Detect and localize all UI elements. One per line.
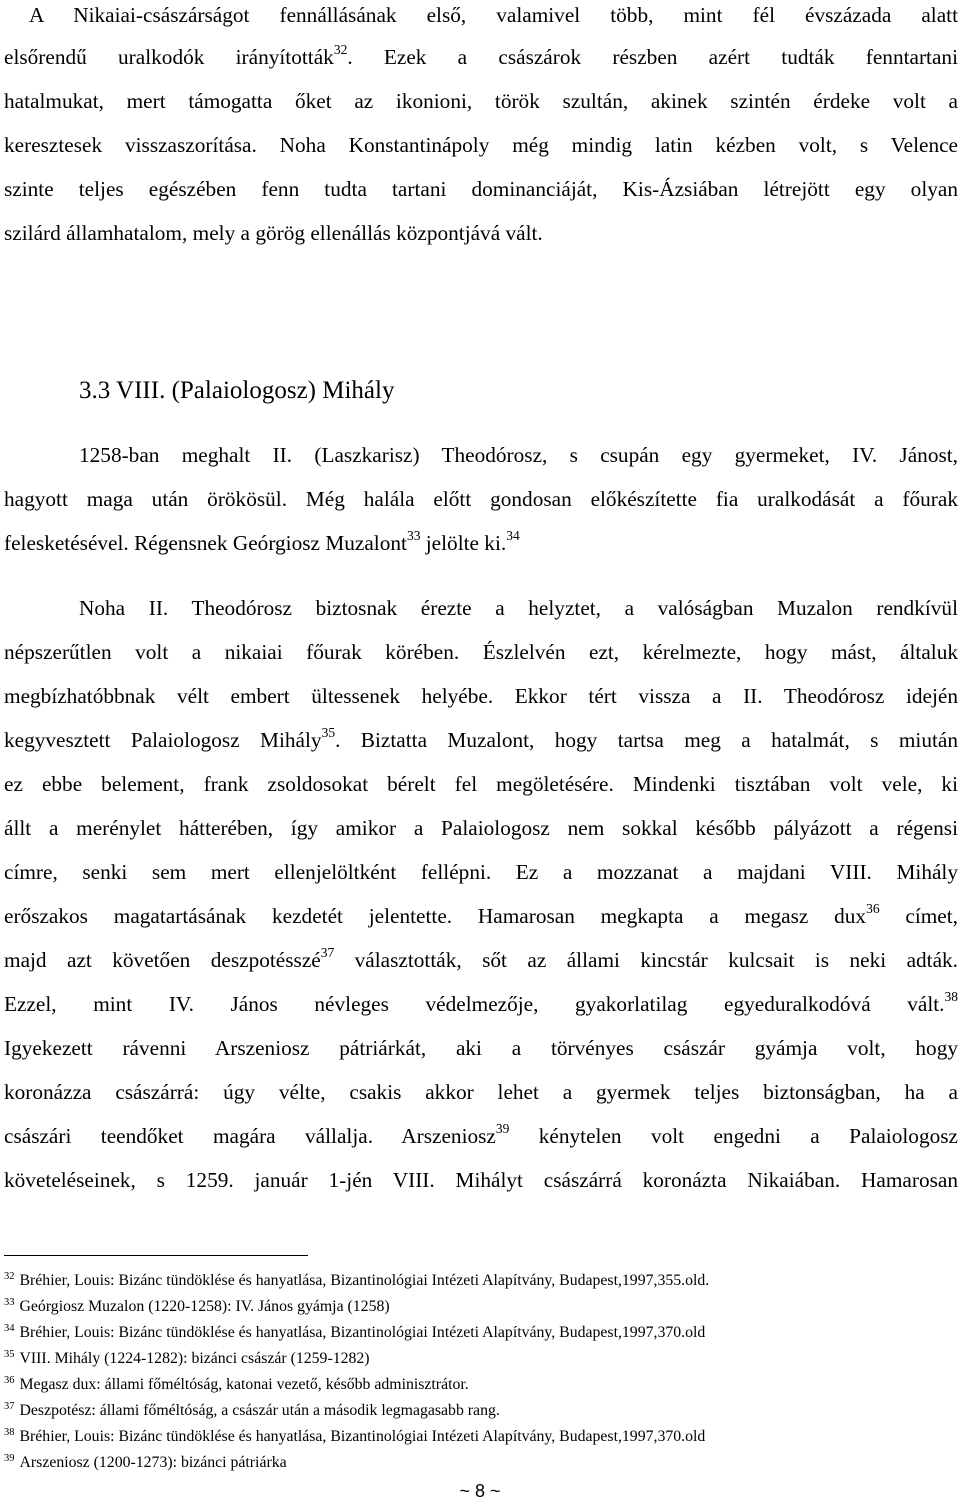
footnote-ref[interactable]: 34	[506, 528, 520, 543]
paragraph-3-line: Ezzel, mint IV. János névleges védelmezője, gyakorlatilag egyeduralkodóvá vált.$^{38}$	[4, 989, 958, 1016]
section-heading: 3.3 VIII. (Palaiologosz) Mihály	[79, 377, 395, 404]
paragraph-1-line: A Nikaiai-császárságot fennállásának első, valamivel több, mint fél évszázada alatt	[29, 3, 958, 27]
paragraph-3-line: majd azt követően deszpotésszé$^{37}$ választották, sőt az állami kincstár kulcsait is neki adták.	[4, 945, 959, 972]
paragraph-2-line: hagyott maga után örökösül. Még halála előtt gondosan előkészítette fia uralkodását a főurak	[4, 487, 958, 511]
paragraph-3-line: címre, senki sem mert ellenjelöltként fellépni. Ez a mozzanat a majdani VIII. Mihály	[4, 860, 958, 884]
footnote-ref[interactable]: 37	[320, 945, 335, 960]
footnote-ref[interactable]: 33	[406, 528, 421, 543]
footnote: $^{37}$ Deszpotész: állami főméltóság, a császár után a második legmagasabb rang.	[4, 1401, 500, 1419]
footnote-ref[interactable]: 35	[321, 725, 336, 740]
paragraph-1-line: szinte teljes egészében fenn tudta tartani dominanciáját, Kis-Ázsiában létrejött egy olyan	[4, 177, 958, 201]
footnote-ref[interactable]: 36	[866, 901, 880, 916]
footnote-ref[interactable]: 38	[944, 989, 958, 1004]
paragraph-3-line: Igyekezett rávenni Arszeniosz pátriárkát, aki a törvényes császár gyámja volt, hogy	[4, 1036, 958, 1060]
footnote: $^{39}$ Arszeniosz (1200-1273): bizánci pátriárka	[4, 1453, 287, 1471]
paragraph-3-line: állt a merénylet hátterében, így amikor a Palaiologosz nem sokkal később pályázott a régensi	[4, 816, 958, 840]
paragraph-3-line: ez ebbe belement, frank zsoldosokat bérelt fel megöletésére. Mindenki tisztában volt vele, ki	[4, 772, 958, 796]
paragraph-3-line: koronázza császárrá: úgy vélte, csakis akkor lehet a gyermek teljes biztonságban, ha a	[4, 1080, 958, 1104]
footnote: $^{33}$ Geórgiosz Muzalon (1220-1258): IV. János gyámja (1258)	[4, 1297, 390, 1315]
footnote: $^{32}$ Bréhier, Louis: Bizánc tündöklése és hanyatlása, Bizantinológiai Intézeti Alapítvány, Budapest,1997,355.old.	[4, 1271, 710, 1289]
footnote: $^{35}$ VIII. Mihály (1224-1282): bizánci császár (1259-1282)	[4, 1349, 370, 1367]
footnote-ref[interactable]: 32	[333, 42, 348, 57]
footnote-ref[interactable]: 39	[495, 1121, 510, 1136]
footnote: $^{38}$ Bréhier, Louis: Bizánc tündöklése és hanyatlása, Bizantinológiai Intézeti Alapítvány, Budapest,1997,370.old	[4, 1427, 706, 1445]
paragraph-3-line: császári teendőket magára vállalja. Arszeniosz$^{39}$ kénytelen volt engedni a Palaiologosz	[4, 1121, 958, 1148]
paragraph-1-line: hatalmukat, mert támogatta őket az ikonioni, török szultán, akinek szintén érdeke volt a	[4, 89, 958, 113]
page-number: ~ 8 ~	[459, 1481, 501, 1501]
paragraph-3-line: megbízhatóbbnak vélt embert ültessenek helyébe. Ekkor tért vissza a II. Theodórosz idején	[4, 684, 958, 708]
paragraph-1-line: elsőrendű uralkodók irányították$^{32}$. Ezek a császárok részben azért tudták fenntartani	[4, 42, 958, 69]
paragraph-2-line: 1258-ban meghalt II. (Laszkarisz) Theodórosz, s csupán egy gyermeket, IV. Jánost,	[79, 443, 958, 467]
paragraph-2-line: felesketésével. Régensnek Geórgiosz Muzalont$^{33}$ jelölte ki.$^{34}$	[4, 528, 520, 555]
paragraph-3-line: követeléseinek, s 1259. január 1-jén VIII. Mihályt császárrá koronázta Nikaiában. Hamarosan	[4, 1168, 958, 1192]
footnote: $^{34}$ Bréhier, Louis: Bizánc tündöklése és hanyatlása, Bizantinológiai Intézeti Alapítvány, Budapest,1997,370.old	[4, 1323, 706, 1341]
paragraph-3-line: Noha II. Theodórosz biztosnak érezte a helyztet, a valóságban Muzalon rendkívül	[79, 596, 958, 620]
paragraph-1-line: keresztesek visszaszorítása. Noha Konstantinápoly még mindig latin kézben volt, s Velence	[4, 133, 958, 157]
paragraph-1-line: szilárd államhatalom, mely a görög ellenállás központjává vált.	[4, 221, 543, 245]
footnote: $^{36}$ Megasz dux: állami főméltóság, katonai vezető, később adminisztrátor.	[4, 1375, 469, 1393]
paragraph-3-line: erőszakos magatartásának kezdetét jelentette. Hamarosan megkapta a megasz dux$^{36}$ címet,	[4, 901, 958, 928]
paragraph-3-line: kegyvesztett Palaiologosz Mihály$^{35}$. Biztatta Muzalont, hogy tartsa meg a hatalmát, s miután	[4, 725, 958, 752]
footnote-separator	[4, 1255, 308, 1256]
paragraph-3-line: népszerűtlen volt a nikaiai főurak körében. Észlelvén ezt, kérelmezte, hogy mást, általuk	[4, 640, 958, 664]
